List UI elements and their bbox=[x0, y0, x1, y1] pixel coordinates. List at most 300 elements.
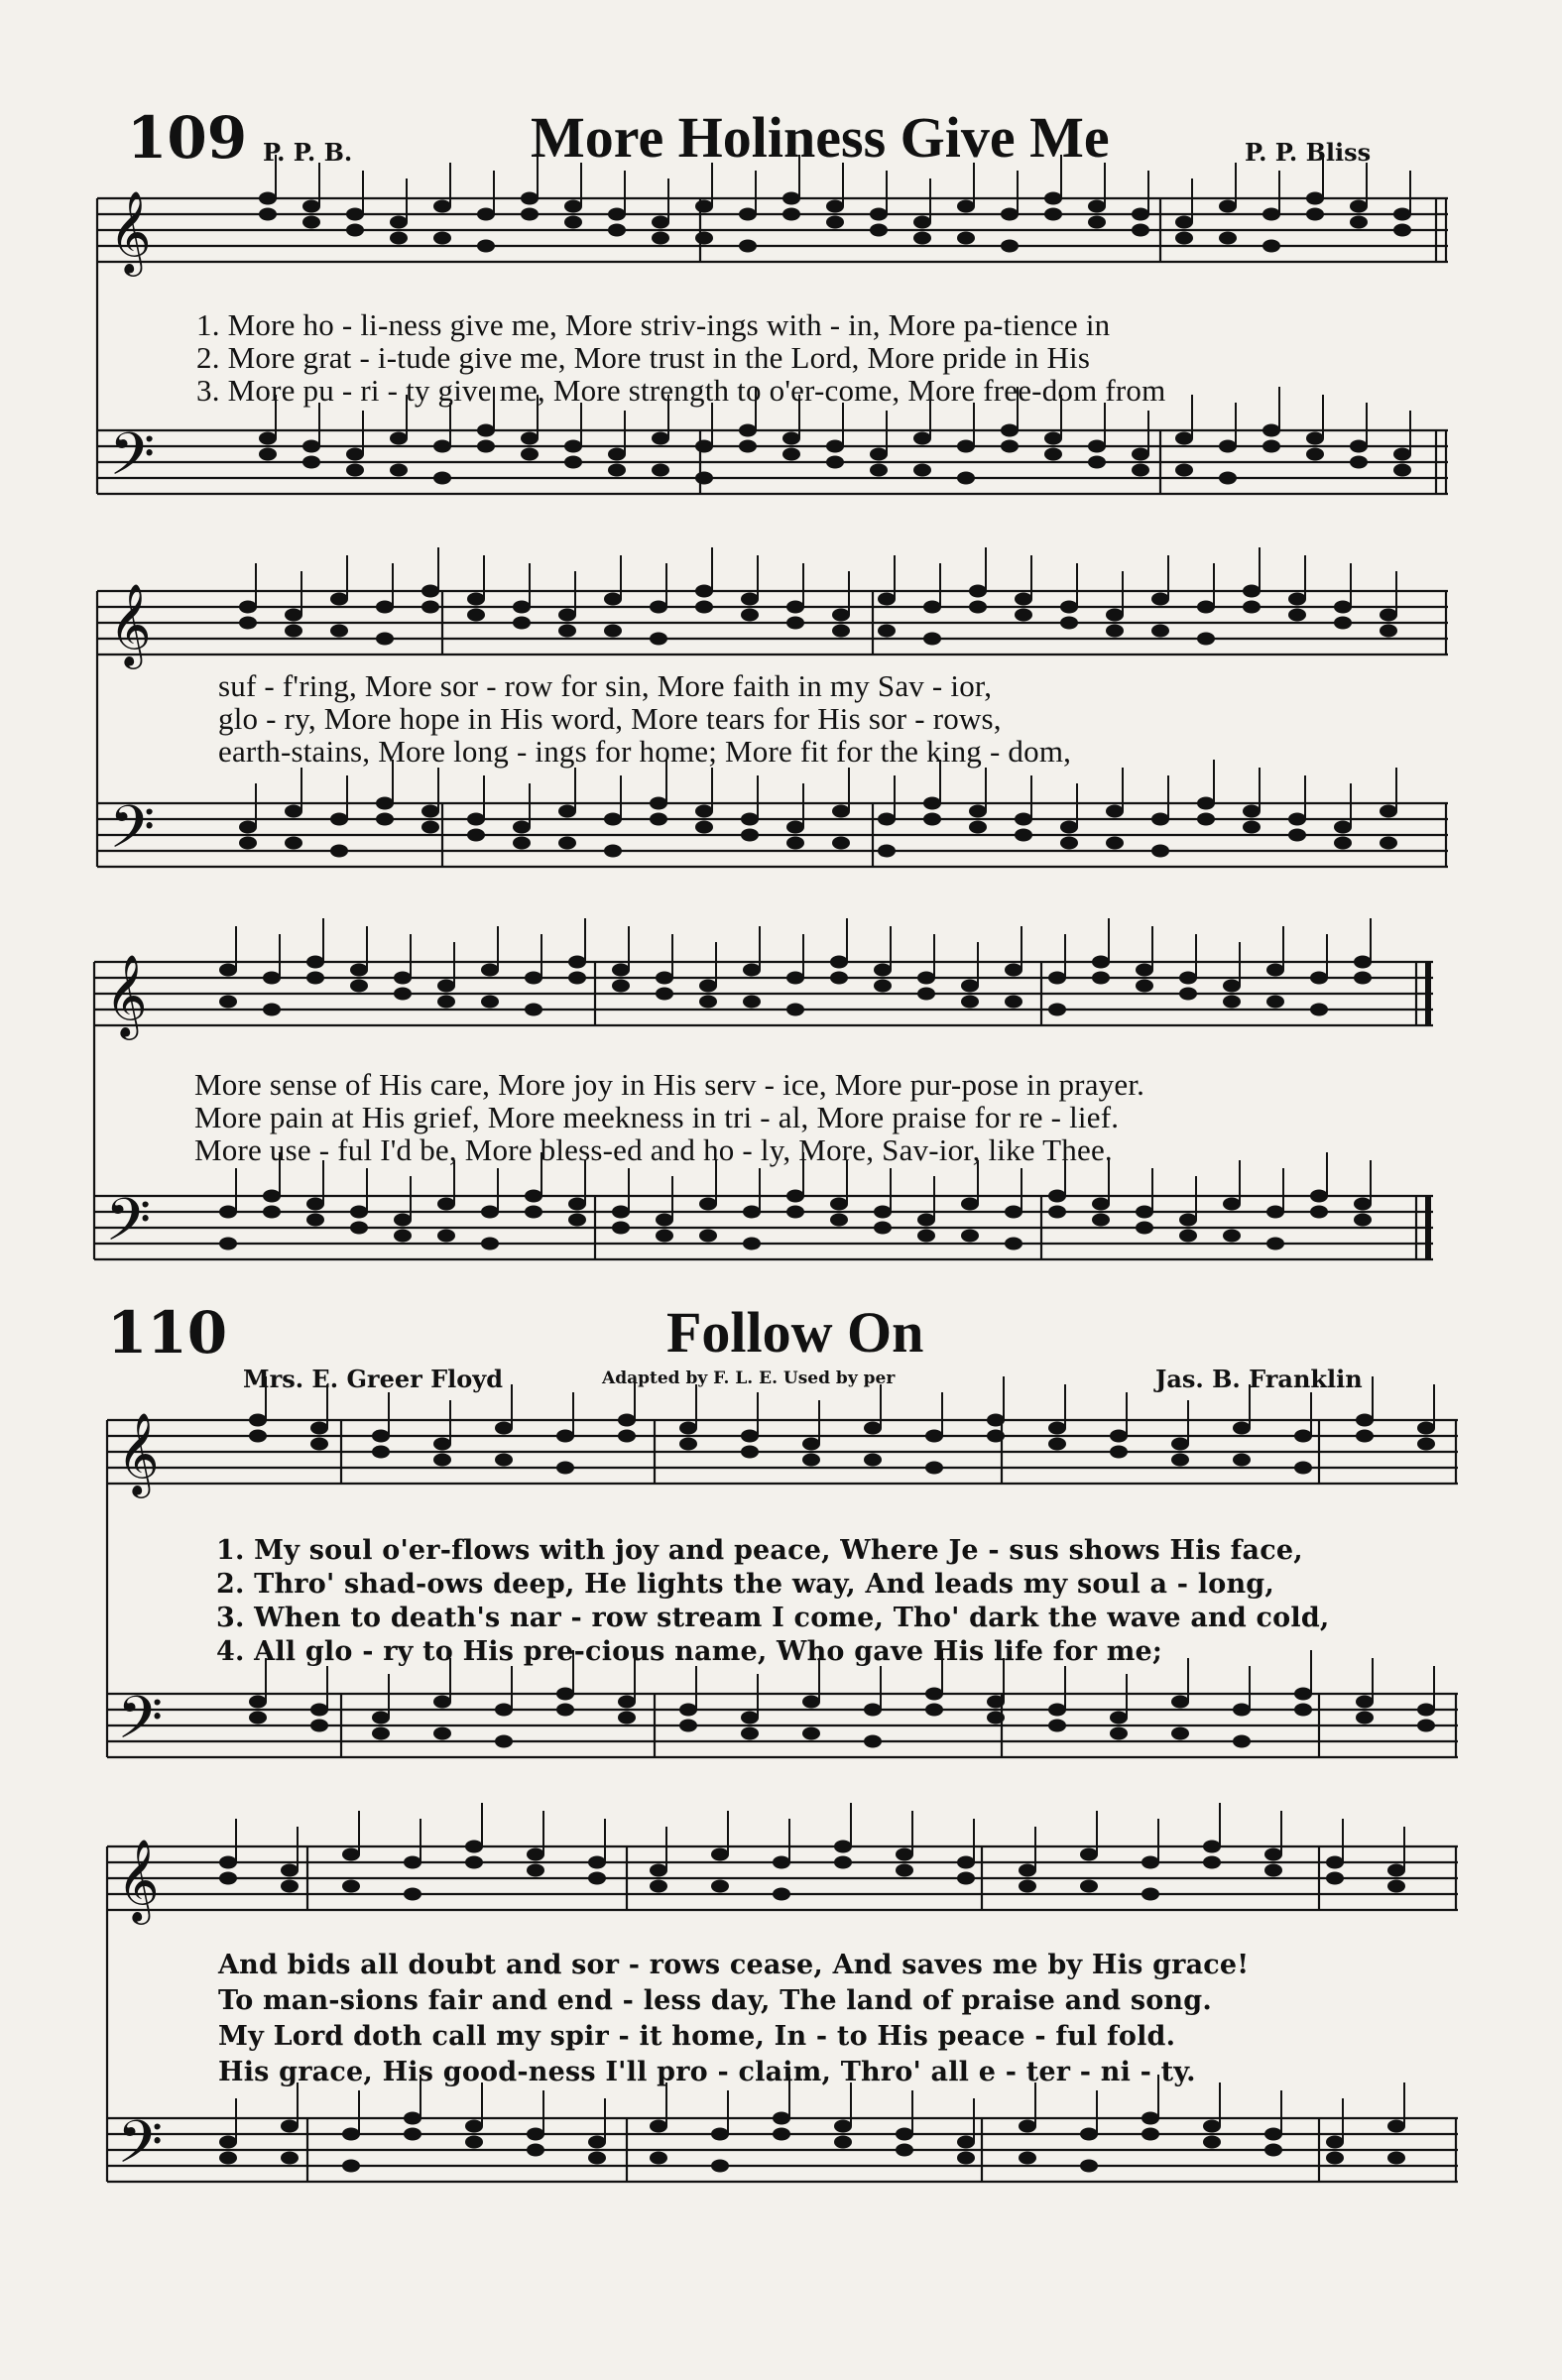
notehead bbox=[1350, 216, 1368, 229]
notehead bbox=[1001, 240, 1019, 253]
notehead bbox=[1356, 1414, 1374, 1427]
notehead bbox=[826, 456, 844, 469]
notehead bbox=[1334, 617, 1352, 630]
notehead bbox=[969, 805, 987, 818]
notehead bbox=[404, 2128, 421, 2141]
notehead bbox=[285, 625, 302, 638]
notehead bbox=[1005, 1206, 1022, 1219]
notehead bbox=[773, 2128, 790, 2141]
notehead bbox=[350, 1222, 368, 1235]
notehead bbox=[1048, 1206, 1066, 1219]
notehead bbox=[525, 972, 542, 985]
notehead bbox=[1262, 424, 1280, 437]
notehead bbox=[310, 1422, 328, 1435]
notehead bbox=[342, 2128, 360, 2141]
notehead bbox=[1106, 625, 1124, 638]
notehead bbox=[527, 2144, 544, 2157]
notehead bbox=[743, 1206, 761, 1219]
notehead bbox=[1326, 1856, 1344, 1869]
notehead bbox=[219, 964, 237, 977]
notehead bbox=[1354, 1198, 1372, 1211]
notehead bbox=[1219, 440, 1237, 453]
lyric-verse-2: More pain at His grief, More meekness in tri - al, More praise for re - lief. bbox=[194, 1100, 1120, 1134]
notehead bbox=[527, 1848, 544, 1861]
notehead bbox=[826, 200, 844, 213]
notehead bbox=[350, 1206, 368, 1219]
notehead bbox=[1310, 1004, 1328, 1016]
notehead bbox=[1141, 1888, 1159, 1901]
notehead bbox=[1393, 448, 1411, 461]
notehead bbox=[773, 2112, 790, 2125]
notehead bbox=[527, 2128, 544, 2141]
notehead bbox=[1171, 1696, 1189, 1709]
notehead bbox=[802, 1727, 820, 1740]
notehead bbox=[495, 1704, 513, 1717]
notehead bbox=[1262, 440, 1280, 453]
notehead bbox=[679, 1704, 697, 1717]
notehead bbox=[302, 456, 320, 469]
notehead bbox=[1048, 1720, 1066, 1732]
notehead bbox=[987, 1430, 1005, 1443]
notehead bbox=[1294, 1462, 1312, 1475]
hymn-number: 109 bbox=[127, 104, 248, 172]
notehead bbox=[1092, 1214, 1110, 1227]
notehead bbox=[741, 1446, 759, 1459]
notehead bbox=[679, 1422, 697, 1435]
notehead bbox=[864, 1735, 882, 1748]
notehead bbox=[1092, 956, 1110, 969]
notehead bbox=[604, 593, 622, 606]
notehead bbox=[1334, 821, 1352, 834]
notehead bbox=[786, 1190, 804, 1203]
notehead bbox=[1001, 208, 1019, 221]
notehead bbox=[830, 1214, 848, 1227]
notehead bbox=[302, 200, 320, 213]
lyric-verse-1: suf - f'ring, More sor - row for sin, More faith in my Sav - ior, bbox=[218, 668, 993, 703]
notehead bbox=[786, 821, 804, 834]
notehead bbox=[1262, 240, 1280, 253]
notehead bbox=[1132, 208, 1149, 221]
notehead bbox=[564, 200, 582, 213]
notehead bbox=[834, 1841, 852, 1853]
notehead bbox=[1106, 609, 1124, 622]
notehead bbox=[741, 609, 759, 622]
notehead bbox=[239, 617, 257, 630]
notehead bbox=[433, 1438, 451, 1451]
notehead bbox=[612, 1206, 630, 1219]
notehead bbox=[802, 1454, 820, 1467]
notehead bbox=[652, 432, 669, 445]
notehead bbox=[925, 1688, 943, 1701]
notehead bbox=[372, 1727, 390, 1740]
notehead bbox=[481, 1206, 499, 1219]
notehead bbox=[834, 1856, 852, 1869]
notehead bbox=[558, 625, 576, 638]
notehead bbox=[525, 1004, 542, 1016]
notehead bbox=[263, 1190, 281, 1203]
notehead bbox=[830, 956, 848, 969]
notehead bbox=[832, 837, 850, 850]
notehead bbox=[281, 2152, 299, 2165]
notehead bbox=[656, 1230, 673, 1243]
notehead bbox=[1223, 1230, 1241, 1243]
lyric-verse-1: More sense of His care, More joy in His serv - ice, More pur-pose in prayer. bbox=[194, 1067, 1145, 1102]
notehead bbox=[1243, 805, 1261, 818]
notehead bbox=[1233, 1422, 1251, 1435]
notehead bbox=[741, 1727, 759, 1740]
notehead bbox=[1080, 1848, 1098, 1861]
notehead bbox=[1306, 432, 1324, 445]
notehead bbox=[695, 601, 713, 614]
notehead bbox=[604, 845, 622, 858]
notehead bbox=[870, 464, 888, 477]
notehead bbox=[521, 192, 539, 205]
notehead bbox=[1171, 1727, 1189, 1740]
notehead bbox=[652, 464, 669, 477]
notehead bbox=[1266, 964, 1284, 977]
notehead bbox=[1417, 1438, 1435, 1451]
notehead bbox=[1060, 617, 1078, 630]
notehead bbox=[219, 996, 237, 1009]
notehead bbox=[306, 956, 324, 969]
notehead bbox=[1048, 1190, 1066, 1203]
notehead bbox=[1356, 1430, 1374, 1443]
notehead bbox=[1060, 601, 1078, 614]
notehead bbox=[896, 2128, 913, 2141]
notehead bbox=[957, 2136, 975, 2149]
notehead bbox=[1048, 972, 1066, 985]
notehead bbox=[1387, 1880, 1405, 1893]
notehead bbox=[477, 240, 495, 253]
notehead bbox=[239, 821, 257, 834]
notehead bbox=[1179, 972, 1197, 985]
notehead bbox=[433, 1454, 451, 1467]
notehead bbox=[1110, 1712, 1128, 1725]
notehead bbox=[1310, 1190, 1328, 1203]
notehead bbox=[1264, 1848, 1282, 1861]
notehead bbox=[874, 980, 892, 993]
notehead bbox=[679, 1438, 697, 1451]
notehead bbox=[437, 980, 455, 993]
notehead bbox=[330, 813, 348, 826]
notehead bbox=[711, 1848, 729, 1861]
notehead bbox=[961, 980, 979, 993]
treble-clef-icon: 𝄞 bbox=[105, 953, 148, 1036]
notehead bbox=[913, 432, 931, 445]
notehead bbox=[1288, 829, 1306, 842]
notehead bbox=[259, 208, 277, 221]
notehead bbox=[1110, 1430, 1128, 1443]
notehead bbox=[513, 617, 531, 630]
notehead bbox=[711, 2160, 729, 2173]
lyric-verse-3: More use - ful I'd be, More bless-ed and ho - ly, More, Sav-ior, like Thee. bbox=[194, 1132, 1113, 1167]
notehead bbox=[1019, 2152, 1036, 2165]
notehead bbox=[346, 208, 364, 221]
notehead bbox=[923, 601, 941, 614]
notehead bbox=[390, 232, 408, 245]
notehead bbox=[608, 448, 626, 461]
notehead bbox=[1015, 813, 1032, 826]
notehead bbox=[1197, 601, 1215, 614]
notehead bbox=[390, 432, 408, 445]
notehead bbox=[1001, 440, 1019, 453]
notehead bbox=[1306, 208, 1324, 221]
notehead bbox=[608, 208, 626, 221]
notehead bbox=[437, 1198, 455, 1211]
notehead bbox=[1356, 1696, 1374, 1709]
notehead bbox=[739, 424, 757, 437]
notehead bbox=[433, 472, 451, 485]
notehead bbox=[467, 813, 485, 826]
notehead bbox=[961, 1230, 979, 1243]
notehead bbox=[1243, 821, 1261, 834]
notehead bbox=[477, 440, 495, 453]
notehead bbox=[263, 1206, 281, 1219]
notehead bbox=[699, 980, 717, 993]
notehead bbox=[1223, 1198, 1241, 1211]
notehead bbox=[878, 845, 896, 858]
notehead bbox=[913, 232, 931, 245]
notehead bbox=[917, 1214, 935, 1227]
notehead bbox=[650, 633, 667, 646]
notehead bbox=[1151, 813, 1169, 826]
notehead bbox=[612, 980, 630, 993]
notehead bbox=[1141, 2128, 1159, 2141]
notehead bbox=[695, 821, 713, 834]
notehead bbox=[564, 456, 582, 469]
notehead bbox=[695, 200, 713, 213]
notehead bbox=[604, 625, 622, 638]
notehead bbox=[1044, 432, 1062, 445]
notehead bbox=[741, 1430, 759, 1443]
notehead bbox=[1048, 1438, 1066, 1451]
notehead bbox=[556, 1462, 574, 1475]
adapted-credit: Adapted by F. L. E. Used by per bbox=[602, 1368, 896, 1388]
notehead bbox=[618, 1712, 636, 1725]
notehead bbox=[741, 593, 759, 606]
notehead bbox=[495, 1422, 513, 1435]
notehead bbox=[437, 996, 455, 1009]
notehead bbox=[864, 1454, 882, 1467]
notehead bbox=[917, 988, 935, 1001]
notehead bbox=[481, 964, 499, 977]
notehead bbox=[588, 1872, 606, 1885]
notehead bbox=[957, 232, 975, 245]
notehead bbox=[830, 1198, 848, 1211]
notehead bbox=[394, 972, 412, 985]
notehead bbox=[1048, 1704, 1066, 1717]
words-credit: P. P. B. bbox=[263, 138, 353, 167]
notehead bbox=[285, 609, 302, 622]
notehead bbox=[404, 1856, 421, 1869]
notehead bbox=[743, 1238, 761, 1250]
notehead bbox=[558, 609, 576, 622]
notehead bbox=[1060, 821, 1078, 834]
notehead bbox=[699, 1230, 717, 1243]
treble-clef-icon: 𝄞 bbox=[117, 1838, 160, 1921]
notehead bbox=[477, 424, 495, 437]
notehead bbox=[521, 448, 539, 461]
notehead bbox=[376, 797, 394, 810]
notehead bbox=[259, 192, 277, 205]
notehead bbox=[957, 440, 975, 453]
notehead bbox=[281, 1880, 299, 1893]
notehead bbox=[1203, 1841, 1221, 1853]
notehead bbox=[1354, 956, 1372, 969]
notehead bbox=[1334, 837, 1352, 850]
notehead bbox=[743, 964, 761, 977]
notehead bbox=[1387, 2152, 1405, 2165]
notehead bbox=[650, 2152, 667, 2165]
notehead bbox=[1092, 1198, 1110, 1211]
notehead bbox=[612, 964, 630, 977]
notehead bbox=[1005, 964, 1022, 977]
notehead bbox=[618, 1696, 636, 1709]
notehead bbox=[568, 1214, 586, 1227]
notehead bbox=[1088, 456, 1106, 469]
notehead bbox=[281, 1864, 299, 1877]
notehead bbox=[495, 1735, 513, 1748]
notehead bbox=[1294, 1704, 1312, 1717]
notehead bbox=[239, 837, 257, 850]
notehead bbox=[1136, 964, 1153, 977]
notehead bbox=[874, 1206, 892, 1219]
notehead bbox=[1310, 972, 1328, 985]
notehead bbox=[925, 1462, 943, 1475]
notehead bbox=[1015, 829, 1032, 842]
notehead bbox=[923, 797, 941, 810]
notehead bbox=[495, 1454, 513, 1467]
notehead bbox=[695, 805, 713, 818]
notehead bbox=[437, 1230, 455, 1243]
notehead bbox=[306, 1214, 324, 1227]
notehead bbox=[433, 200, 451, 213]
notehead bbox=[832, 609, 850, 622]
notehead bbox=[987, 1712, 1005, 1725]
notehead bbox=[832, 805, 850, 818]
notehead bbox=[1233, 1704, 1251, 1717]
notehead bbox=[372, 1430, 390, 1443]
notehead bbox=[782, 192, 800, 205]
notehead bbox=[1048, 1004, 1066, 1016]
notehead bbox=[306, 1198, 324, 1211]
notehead bbox=[302, 216, 320, 229]
notehead bbox=[1264, 1864, 1282, 1877]
notehead bbox=[608, 464, 626, 477]
notehead bbox=[1088, 200, 1106, 213]
notehead bbox=[987, 1696, 1005, 1709]
notehead bbox=[1306, 192, 1324, 205]
notehead bbox=[1334, 601, 1352, 614]
notehead bbox=[1179, 1230, 1197, 1243]
notehead bbox=[1060, 837, 1078, 850]
lyric-verse-4: 4. All glo - ry to His pre-cious name, Who gave His life for me; bbox=[216, 1636, 1163, 1667]
notehead bbox=[739, 440, 757, 453]
notehead bbox=[404, 1888, 421, 1901]
notehead bbox=[743, 996, 761, 1009]
notehead bbox=[467, 593, 485, 606]
notehead bbox=[390, 464, 408, 477]
notehead bbox=[1393, 208, 1411, 221]
notehead bbox=[1141, 2112, 1159, 2125]
notehead bbox=[433, 232, 451, 245]
notehead bbox=[346, 224, 364, 237]
notehead bbox=[1132, 464, 1149, 477]
notehead bbox=[1019, 1880, 1036, 1893]
notehead bbox=[433, 1727, 451, 1740]
notehead bbox=[1380, 805, 1397, 818]
notehead bbox=[957, 472, 975, 485]
lyric-verse-3: 3. More pu - ri - ty give me, More strength to o'er-come, More free-dom from bbox=[196, 373, 1166, 408]
notehead bbox=[1132, 224, 1149, 237]
notehead bbox=[342, 2160, 360, 2173]
notehead bbox=[467, 609, 485, 622]
notehead bbox=[1233, 1454, 1251, 1467]
notehead bbox=[330, 625, 348, 638]
notehead bbox=[556, 1688, 574, 1701]
notehead bbox=[588, 2152, 606, 2165]
notehead bbox=[1380, 837, 1397, 850]
hymn-number: 110 bbox=[107, 1299, 228, 1367]
notehead bbox=[786, 972, 804, 985]
notehead bbox=[1141, 1856, 1159, 1869]
notehead bbox=[1350, 440, 1368, 453]
notehead bbox=[832, 625, 850, 638]
notehead bbox=[1197, 813, 1215, 826]
lyric-verse-2: glo - ry, More hope in His word, More tears for His sor - rows, bbox=[218, 701, 1002, 736]
lyric-verse-3: 3. When to death's nar - row stream I come, Tho' dark the wave and cold, bbox=[216, 1603, 1330, 1633]
notehead bbox=[695, 585, 713, 598]
notehead bbox=[421, 805, 439, 818]
lyric-verse-1: 1. My soul o'er-flows with joy and peace, Where Je - sus shows His face, bbox=[216, 1535, 1303, 1566]
notehead bbox=[969, 585, 987, 598]
notehead bbox=[699, 996, 717, 1009]
notehead bbox=[786, 837, 804, 850]
notehead bbox=[741, 1712, 759, 1725]
notehead bbox=[481, 1238, 499, 1250]
notehead bbox=[739, 208, 757, 221]
notehead bbox=[219, 2152, 237, 2165]
notehead bbox=[773, 1856, 790, 1869]
notehead bbox=[1266, 1238, 1284, 1250]
notehead bbox=[588, 2136, 606, 2149]
notehead bbox=[465, 1856, 483, 1869]
notehead bbox=[1136, 980, 1153, 993]
notehead bbox=[987, 1414, 1005, 1427]
notehead bbox=[656, 988, 673, 1001]
notehead bbox=[650, 1880, 667, 1893]
notehead bbox=[433, 1696, 451, 1709]
notehead bbox=[219, 1872, 237, 1885]
notehead bbox=[513, 837, 531, 850]
notehead bbox=[618, 1430, 636, 1443]
notehead bbox=[870, 448, 888, 461]
notehead bbox=[525, 1190, 542, 1203]
notehead bbox=[741, 813, 759, 826]
treble-clef-icon: 𝄞 bbox=[109, 582, 152, 665]
notehead bbox=[1136, 1206, 1153, 1219]
notehead bbox=[249, 1430, 267, 1443]
notehead bbox=[741, 829, 759, 842]
notehead bbox=[249, 1712, 267, 1725]
notehead bbox=[1080, 2160, 1098, 2173]
notehead bbox=[925, 1704, 943, 1717]
notehead bbox=[1326, 1872, 1344, 1885]
notehead bbox=[1294, 1430, 1312, 1443]
notehead bbox=[285, 837, 302, 850]
notehead bbox=[917, 1230, 935, 1243]
notehead bbox=[342, 1848, 360, 1861]
